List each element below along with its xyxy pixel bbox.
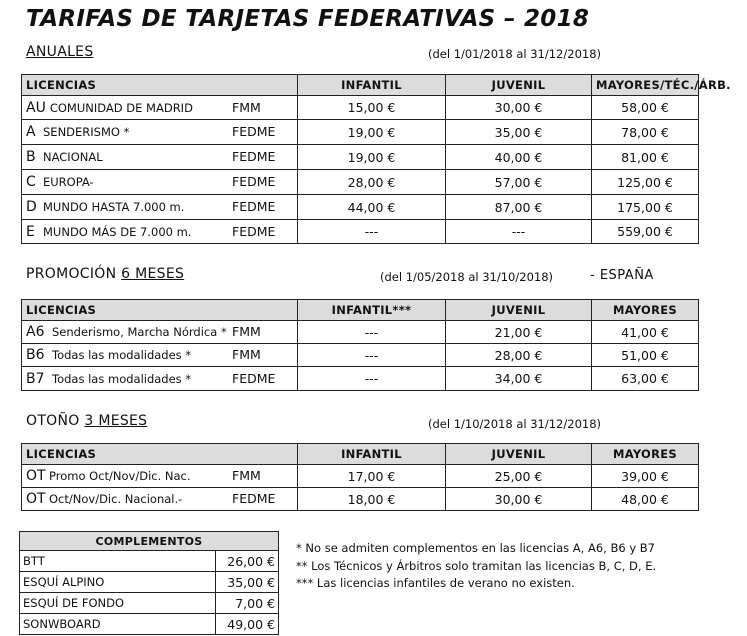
complemento-name: BTT [20,551,216,572]
price-juvenil: 40,00 € [446,145,592,170]
promocion-region: - ESPAÑA [590,268,654,283]
otono-heading-prefix: OTOÑO [26,413,80,429]
table-row [22,367,699,391]
col-header-infantil: INFANTIL [298,75,446,96]
col-header-mayores: MAYORES [592,444,699,465]
price-mayores: 78,00 € [592,120,699,145]
price-juvenil: 87,00 € [446,195,592,220]
licencia-desc: EUROPA- [43,175,94,189]
price-juvenil: 21,00 € [446,321,592,344]
licencia-desc: Todas las modalidades * [52,371,192,386]
licencia-desc: Promo Oct/Nov/Dic. Nac. [49,469,191,483]
licencia-cell [22,220,298,244]
table-row [22,195,699,220]
table-row [22,465,699,488]
price-infantil: 19,00 € [298,145,446,170]
licencia-federation: FEDME [232,370,276,386]
table-row [22,220,699,244]
table-row [20,551,279,572]
licencia-cell [22,170,298,195]
col-header-juvenil: JUVENIL [446,444,592,465]
otono-table [21,443,699,511]
price-infantil: 44,00 € [298,195,446,220]
price-mayores: 41,00 € [592,321,699,344]
price-infantil: --- [298,367,446,391]
licencia-federation: FMM [232,468,261,483]
promocion-dates: (del 1/05/2018 al 31/10/2018) [380,270,553,284]
licencia-cell [22,344,298,367]
licencia-cell [22,195,298,220]
licencia-federation: FMM [232,347,261,362]
licencia-cell [22,465,298,488]
footnotes [296,540,656,593]
table-header-row [22,75,699,96]
anuales-heading [26,44,94,60]
price-infantil: 28,00 € [298,170,446,195]
col-header-licencias: LICENCIAS [22,444,298,465]
licencia-code: OT [26,491,46,507]
anuales-dates: (del 1/01/2018 al 31/12/2018) [428,47,601,61]
price-infantil: 18,00 € [298,488,446,511]
licencia-desc: SENDERISMO * [43,125,130,139]
complementos-table [19,531,279,635]
anuales-heading-text: ANUALES [26,44,94,60]
licencia-federation: FEDME [232,199,276,214]
anuales-table [21,74,731,244]
licencia-federation: FMM [232,99,261,115]
price-juvenil: 30,00 € [446,96,592,120]
licencia-code: B [26,149,36,165]
licencia-desc: NACIONAL [43,150,103,164]
price-mayores: 58,00 € [592,96,699,120]
col-header-infantil: INFANTIL*** [298,300,446,321]
licencia-federation: FEDME [232,124,276,139]
col-header-mayores: MAYORES [592,300,699,321]
page-title: TARIFAS DE TARJETAS FEDERATIVAS – 2018 [26,6,590,32]
table-row [20,593,279,614]
price-mayores: 81,00 € [592,145,699,170]
otono-heading [26,413,147,429]
table-row [20,614,279,635]
price-juvenil: 30,00 € [446,488,592,511]
price-mayores: 175,00 € [592,195,699,220]
licencia-federation: FMM [232,324,261,339]
price-mayores: 63,00 € [592,367,699,391]
licencia-desc: Senderismo, Marcha Nórdica * [52,325,227,339]
price-mayores: 559,00 € [592,220,699,244]
table-row [20,572,279,593]
licencia-desc: Todas las modalidades * [52,348,192,362]
promocion-heading-prefix: PROMOCIÓN [26,266,117,282]
licencia-federation: FEDME [232,149,276,164]
col-header-licencias: LICENCIAS [22,300,298,321]
price-juvenil: 28,00 € [446,344,592,367]
otono-heading-text: 3 MESES [84,413,148,429]
price-infantil: 19,00 € [298,120,446,145]
licencia-cell [22,488,298,511]
col-header-juvenil: JUVENIL [446,75,592,96]
price-juvenil: 57,00 € [446,170,592,195]
footnote: ** Los Técnicos y Árbitros solo tramitan las licencias B, C, D, E. [296,558,657,573]
table-row [22,145,699,170]
licencia-code: A [26,124,36,140]
price-mayores: 48,00 € [592,488,699,511]
price-mayores: 51,00 € [592,344,699,367]
promocion-heading-text: 6 MESES [121,266,185,282]
licencia-federation: FEDME [232,174,276,189]
licencia-federation: FEDME [232,491,276,506]
licencia-code: AU [26,99,46,116]
complemento-name: ESQUÍ ALPINO [20,572,216,593]
licencia-code: D [26,199,37,215]
promocion-table [21,299,699,391]
complemento-name: ESQUÍ DE FONDO [20,593,216,614]
table-row [22,96,699,120]
price-juvenil: 35,00 € [446,120,592,145]
price-infantil: 15,00 € [298,96,446,120]
promocion-heading [26,266,184,282]
col-header-licencias: LICENCIAS [22,75,298,96]
licencia-cell [22,367,298,391]
price-infantil: --- [298,220,446,244]
table-row [22,170,699,195]
licencia-desc: MUNDO MÁS DE 7.000 m. [43,224,192,239]
licencia-federation: FEDME [232,223,276,239]
footnote: *** Las licencias infantiles de verano no existen. [296,576,575,590]
table-row [22,488,699,511]
complemento-name: SONWBOARD [20,614,216,635]
complemento-price: 26,00 € [216,551,279,572]
table-row [22,344,699,367]
col-header-infantil: INFANTIL [298,444,446,465]
col-header-juvenil: JUVENIL [446,300,592,321]
licencia-code: E [26,223,35,240]
complemento-price: 7,00 € [216,593,279,614]
complemento-price: 35,00 € [216,572,279,593]
licencia-cell [22,145,298,170]
table-header-row [22,300,699,321]
table-row [22,120,699,145]
licencia-code: B6 [26,347,45,363]
price-infantil: --- [298,321,446,344]
complementos-header-row [20,532,279,551]
price-mayores: 125,00 € [592,170,699,195]
licencia-desc: COMUNIDAD DE MADRID [49,100,193,115]
licencia-desc: Oct/Nov/Dic. Nacional.- [49,492,183,506]
price-juvenil: 34,00 € [446,367,592,391]
price-juvenil: --- [446,220,592,244]
licencia-cell [22,321,298,344]
licencia-code: OT [26,468,46,484]
licencia-code: A6 [26,324,45,340]
licencia-desc: MUNDO HASTA 7.000 m. [43,200,185,214]
footnote: * No se admiten complementos en las licencias A, A6, B6 y B7 [296,541,655,555]
price-infantil: 17,00 € [298,465,446,488]
price-juvenil: 25,00 € [446,465,592,488]
licencia-cell [22,120,298,145]
licencia-code: C [26,174,36,190]
complemento-price: 49,00 € [216,614,279,635]
table-row [22,321,699,344]
otono-dates: (del 1/10/2018 al 31/12/2018) [428,417,601,431]
table-header-row [22,444,699,465]
col-header-mayores: MAYORES/TÉC./ÁRB. [592,75,699,96]
licencia-code: B7 [26,370,45,387]
complementos-heading: COMPLEMENTOS [20,532,279,551]
licencia-cell [22,96,298,120]
price-infantil: --- [298,344,446,367]
price-mayores: 39,00 € [592,465,699,488]
